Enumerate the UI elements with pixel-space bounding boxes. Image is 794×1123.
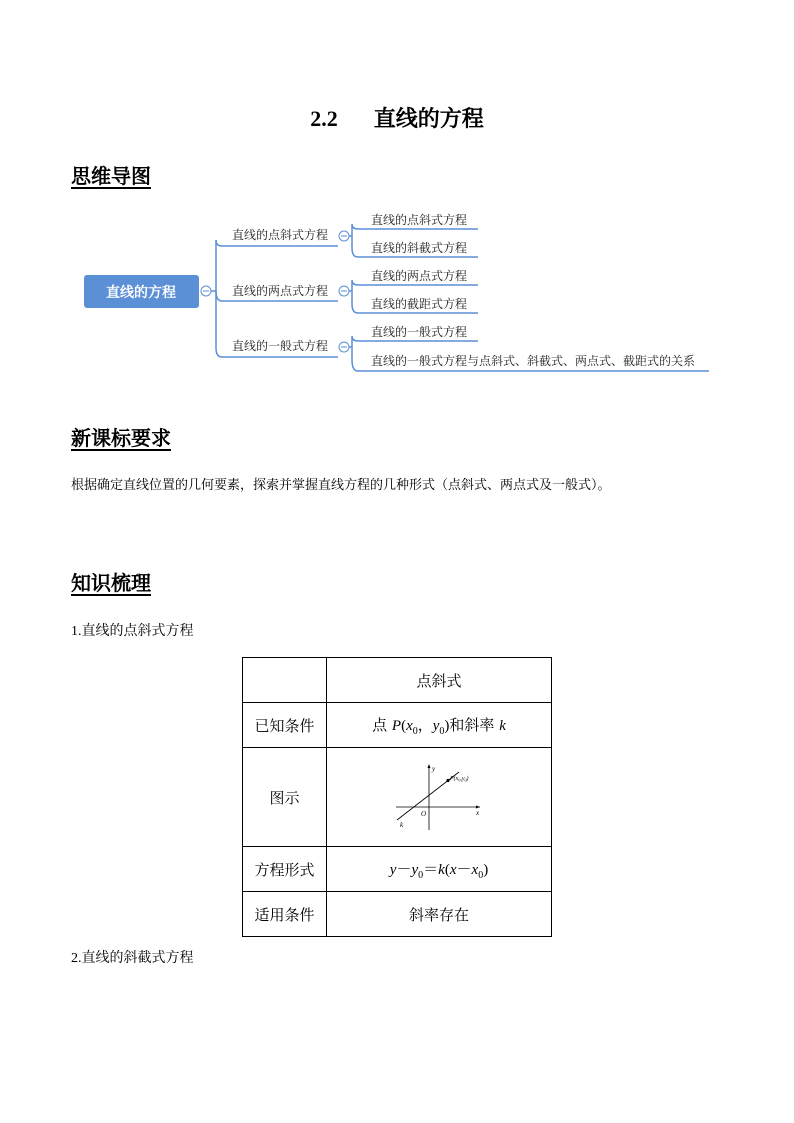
known-condition-cell: 点 $P(x_0$，$y_0$)和斜率 k — [327, 703, 552, 748]
leaf-label: 直线的截距式方程 — [371, 297, 468, 311]
point-label-a: P(x — [450, 776, 459, 782]
row-label: 适用条件 — [243, 892, 327, 937]
point-name: P — [391, 717, 402, 734]
point-label-c: ) — [466, 776, 469, 782]
leaf-label: 直线的点斜式方程 — [371, 213, 468, 227]
subscript: 0 — [478, 869, 484, 881]
equals-sign: ＝ — [423, 859, 439, 878]
point-label — [449, 775, 469, 783]
point-label-sub: 0 — [464, 777, 467, 783]
mindmap-heading: 思维导图 — [71, 164, 151, 188]
text-prefix: 点 — [372, 715, 392, 734]
title-number: 2.2 — [310, 106, 338, 131]
knowledge-heading: 知识梳理 — [71, 571, 151, 595]
row-label: 方程形式 — [243, 847, 327, 892]
leaf-label: 直线的两点式方程 — [371, 269, 468, 283]
minus-sign: － — [456, 859, 472, 878]
mindmap-trunk — [211, 240, 216, 348]
subscript: 0 — [439, 725, 445, 737]
mindmap-root-label: 直线的方程 — [106, 285, 176, 301]
requirements-heading: 新课标要求 — [71, 426, 171, 450]
var-y: y — [389, 861, 397, 878]
origin-label: O — [421, 810, 427, 818]
var-k: k — [438, 861, 445, 878]
title-text: 直线的方程 — [373, 107, 484, 132]
item-number: 2. — [71, 951, 82, 966]
item-heading-1 — [71, 620, 194, 640]
y-axis-arrow — [428, 764, 431, 768]
var-y: y — [432, 717, 440, 734]
page-title — [0, 102, 794, 133]
branch-label: 直线的两点式方程 — [232, 284, 329, 298]
var-x: x — [449, 861, 457, 878]
leaf-label: 直线的一般式方程与点斜式、斜截式、两点式、截距式的关系 — [371, 354, 696, 368]
leaf-label: 直线的斜截式方程 — [371, 241, 468, 255]
point-label-sub: 0 — [458, 777, 461, 783]
y-axis-label: y — [432, 765, 436, 773]
subscript: 0 — [418, 869, 424, 881]
table-corner-cell — [243, 658, 327, 703]
text-mid: 和斜率 — [449, 715, 500, 734]
line-label: k — [400, 821, 404, 829]
point-label-b: ,y — [460, 776, 465, 782]
figure-cell — [327, 748, 552, 847]
item-number: 1. — [71, 624, 82, 639]
row-label: 图示 — [243, 748, 327, 847]
branch-label: 直线的一般式方程 — [232, 339, 329, 353]
branch-label: 直线的点斜式方程 — [232, 228, 329, 242]
var-x: x — [406, 717, 413, 734]
minus-sign: － — [396, 859, 412, 878]
item-text: 直线的点斜式方程 — [81, 623, 194, 639]
leaf-label: 直线的一般式方程 — [371, 325, 468, 339]
point-slope-table — [242, 657, 552, 937]
mindmap — [0, 200, 794, 390]
item-text: 直线的斜截式方程 — [81, 950, 194, 966]
var-y: y — [411, 861, 419, 878]
table-header-cell: 点斜式 — [327, 658, 552, 703]
x-axis-label: x — [476, 809, 480, 817]
requirements-text: 根据确定直线位置的几何要素，探索并掌握直线方程的几种形式（点斜式、两点式及一般式）。 — [71, 478, 611, 493]
coordinate-figure — [394, 762, 484, 832]
equation-cell: $y-y_0=k(x-x_0)$ — [327, 847, 552, 892]
applicable-condition-cell: 斜率存在 — [327, 892, 552, 937]
row-label: 已知条件 — [243, 703, 327, 748]
subscript: 0 — [412, 725, 418, 737]
var-k: k — [499, 717, 506, 734]
item-heading-2 — [71, 947, 194, 967]
var-x: x — [471, 861, 479, 878]
